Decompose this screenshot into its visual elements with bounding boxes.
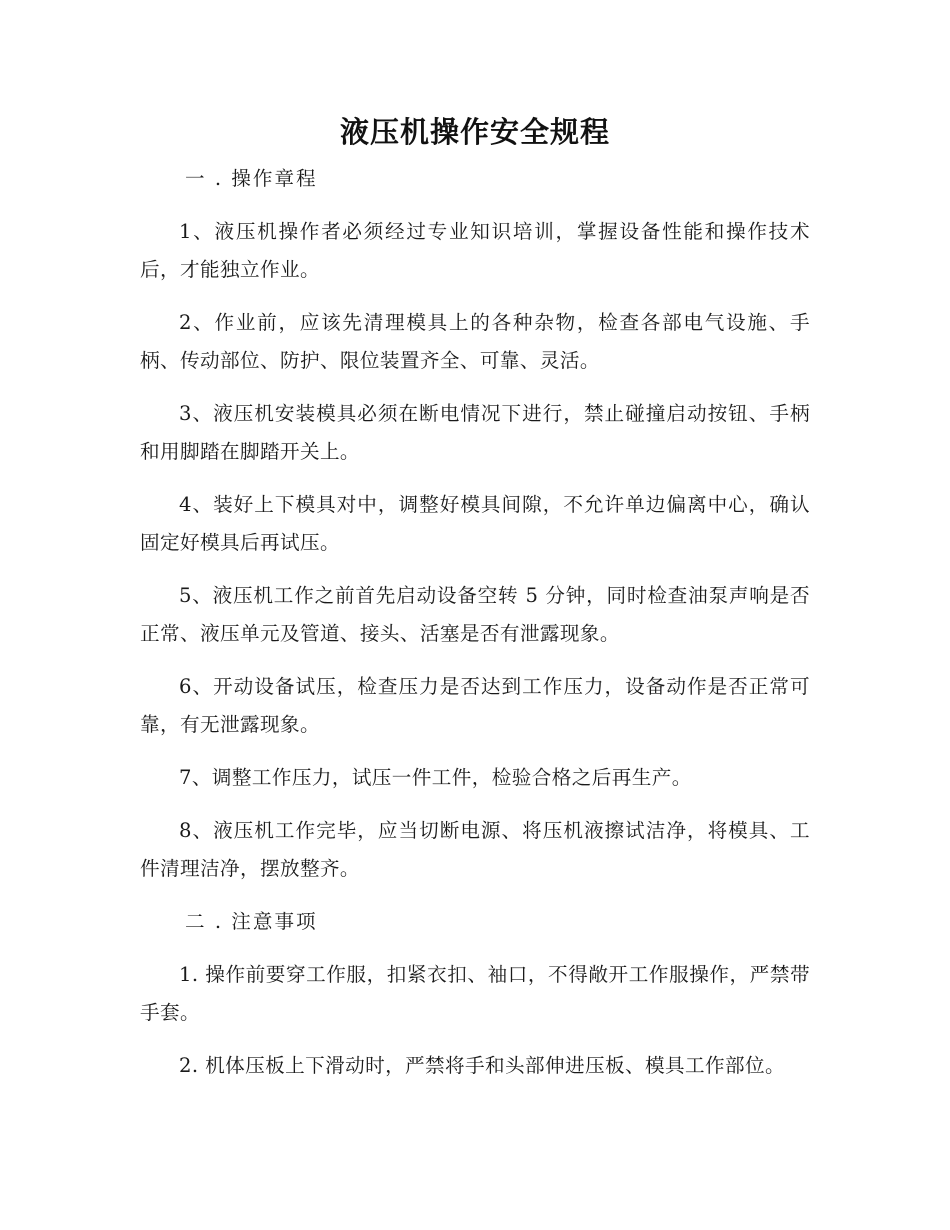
document-body [140,160,810,1085]
rule-item-3: 3、液压机安装模具必须在断电情况下进行，禁止碰撞启动按钮、手柄和用脚踏在脚踏开关上。 [140,402,810,463]
section-heading-precautions: 二 . 注意事项 [185,910,318,933]
rule-item-7: 7、调整工作压力，试压一件工件，检验合格之后再生产。 [179,766,692,789]
rule-item-2: 2、作业前，应该先清理模具上的各种杂物，检查各部电气设施、手柄、传动部位、防护、限位装置齐全、可靠、灵活。 [140,311,810,372]
rule-item-1: 1、液压机操作者必须经过专业知识培训，掌握设备性能和操作技术后，才能独立作业。 [140,220,810,281]
precaution-item-2: 2. 机体压板上下滑动时，严禁将手和头部伸进压板、模具工作部位。 [179,1054,785,1077]
section-heading-operation-rules: 一 . 操作章程 [185,167,318,190]
rule-item-8: 8、液压机工作完毕，应当切断电源、将压机液擦试洁净，将模具、工件清理洁净，摆放整齐。 [140,819,810,880]
rule-item-4: 4、装好上下模具对中，调整好模具间隙，不允许单边偏离中心，确认固定好模具后再试压。 [140,493,810,554]
document-title: 液压机操作安全规程 [339,115,610,149]
rule-item-6: 6、开动设备试压，检查压力是否达到工作压力，设备动作是否正常可靠，有无泄露现象。 [140,675,810,736]
precaution-item-1: 1. 操作前要穿工作服，扣紧衣扣、袖口，不得敞开工作服操作，严禁带手套。 [140,963,810,1024]
rule-item-5: 5、液压机工作之前首先启动设备空转 5 分钟，同时检查油泵声响是否正常、液压单元及管道、接头、活塞是否有泄露现象。 [140,584,810,645]
